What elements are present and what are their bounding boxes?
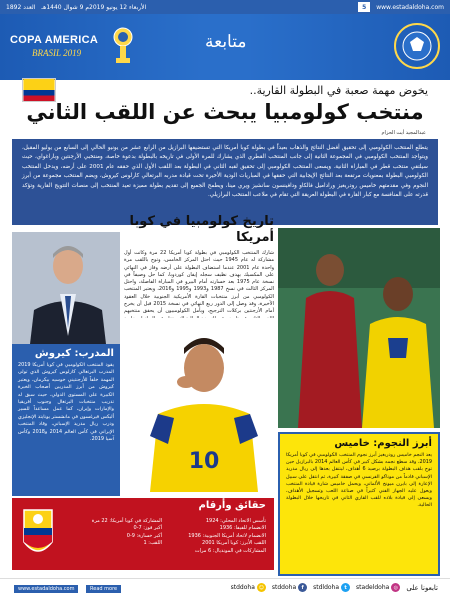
federation-crest-icon [20,506,56,562]
social-link-twitter[interactable] [313,583,350,592]
star-text: يعد النجم خاميس رودريغيز أبرز نجوم المنتخب الكولومبي في كوبا أمريكا 2019، وقد سطع نجمه بشكل كبير في كأس العالم 2014 بالبرازيل حين توج بلقب هداف البطولة برصيد 6 أهداف، ليتنقل بعدها إلى ريال مدريد الإسباني قادماً من موناكو الفرنسي في صفقة كبيرة، ثم انتقل على سبيل الإعارة إلى بايرن ميونخ الألماني، ويحمل خاميس شارة قيادة المنتخب ويعول عليه الجهاز الفني كثيراً في صناعة اللعب وتسجيل الأهداف، ويسعى إلى قيادة بلاده للقب القاري الثاني في تاريخها خلال البطولة الحالية. [286,452,432,509]
social-link-snapchat[interactable] [231,583,266,592]
article-headline: منتخب كولومبيا يبحث عن اللقب الثاني [26,100,424,124]
fact-item: المشاركات في المونديال: 6 مرات [194,547,266,554]
social-link-facebook[interactable] [272,583,307,592]
history-text: شارك المنتخب الكولومبي في بطولة كوبا أمريكا 22 مرة وكانت أول مشاركة له عام 1945 حيث احتل المركز الخامس، وتوج باللقب مرة واحدة عام 2001 عندما استضاف البطولة على أرضه وفاز في النهائي على المكسيك بهدف نظيف سجله إيفان كوردوبا، كما حل وصيفاً في نسخة عام 1975 بعد خسارته أمام البيرو في المباراة الفاصلة، واحتل المركز الثالث في نسخ 1987 و1993 و1995 و2016، ويعتبر المنتخب الكولومبي من أبرز منتخبات القارة الأمريكية الجنوبية خلال العقود الأخيرة، وقد وصل إلى الدور ربع النهائي في نسخة 2015 قبل أن يخرج أمام الأرجنتين بركلات الترجيح، ويأمل الكولومبيون أن يحقق منتخبهم [124,250,275,315]
svg-text:10: 10 [188,449,220,474]
james-illustration [120,318,278,492]
facebook-icon: f [298,583,307,592]
bottom-bar [0,578,450,600]
footer-website-link[interactable]: www.estadaldoha.com [14,585,78,593]
intro-paragraph: يتطلع المنتخب الكولومبي إلى تحقيق أفضل النتائج والذهاب بعيداً في بطولة كوبا أمريكا التي تستضيفها البرازيل من الرابع عشر من يونيو الحالي إلى السابع من يوليو المقبل، ويتواجد المنتخب الكولومبي في المجموعة الثانية إلى جانب المنتخب القطري الذي يشارك للمرة الأولى في تاريخه بالبطولة بدعوة خاصة، ومنتخبي الأرجنتين وباراغواي، حيث سيلتقي منتخب قطر في المباراة الثانية. ويسعى المنتخب الكولومبي إلى تحقيق لقبه الثاني في البطولة بعد اللقب الأول الذي حققه عام 2001 على أرضه، ويدخل المنتخب الكولومبي البطولة بمعنويات مرتفعة بعد النتائج الإيجابية التي حققها في المباريات الودية الأخيرة تحت قيادة مدربه البرتغالي كارلوس كيروش، ويضم المنتخب مجموعة من أبرز النجوم وفي مقدمتهم خاميس رودريغيز وراداميل فالكاو ودافينسون سانشيز ويري مينا، ويطمح الجميع إلى تقديم بطولة مميزة تعيد المنتخب إلى منصات التتويج القارية وتؤكد قدرته على المنافسة مع كبار القارة في البطولة العريقة التي تقام في ملاعب المنتخب البرازيلي. [12,139,438,225]
fact-item: الانضمام للفيفا: 1936 [219,525,266,532]
instagram-icon: ◎ [391,583,400,592]
football-emblem-icon [392,20,442,74]
article-author: عبدالمجيد أيت الحزام [381,130,426,136]
fact-item: أكبر فوز: 7-0 [133,525,162,532]
section-title: متابعة [205,32,247,52]
facts-section [12,498,274,570]
players-photo [278,228,440,428]
coach-text: يقود المنتخب الكولومبي في كوبا أمريكا 2019 المدرب البرتغالي كارلوس كيروش الذي تولى المهمة خلفاً للأرجنتيني خوسيه بيكرمان، ويعتبر كيروش من أبرز المدربين أصحاب الخبرة الكبيرة على المستوى الدولي، حيث سبق له تدريب منتخبات البرتغال وجنوب أفريقيا والإمارات وإيران، كما عمل مساعداً للسير أليكس فيرغسون في مانشستر يونايتد الإنجليزي ودرب ريال مدريد الإسباني، وقاد المنتخب الإيراني في كأس العالم 2014 و2018 وكأس آسيا 2019. [18,362,114,443]
fact-item: تأسس الاتحاد المحلي: 1924 [205,518,266,524]
social-handle: stddoha [230,584,255,591]
logo-subtitle: BRASIL 2019 [32,48,82,58]
facts-column-1 [176,518,266,555]
copa-america-logo [6,24,141,70]
social-handle: stdldoha [313,584,340,591]
logo-title: COPA AMERICA [10,34,99,46]
social-handle: stddoha [271,584,297,591]
issue-number: العدد 1892 [6,3,36,11]
facts-heading: حقائق وأرقام [198,500,266,511]
top-bar [0,0,450,14]
page-number: 5 [358,2,370,12]
trophy-icon [112,26,134,66]
social-handle: stadeldoha [356,584,390,591]
star-player-section [278,432,440,576]
snapchat-icon: ☺ [258,584,264,591]
fact-item: أكبر خسارة: 9-0 [126,532,162,539]
article-subtitle: يخوض مهمة صعبة في البطولة القارية.. [249,84,428,97]
fact-item: اللقب: 1 [143,540,162,547]
follow-label: تابعونا على [406,583,438,592]
social-link-instagram[interactable] [356,583,400,592]
history-heading: تاريخ كولومبيا في كوبا أمريكا [129,214,274,245]
colombia-flag-icon [22,78,56,102]
top-bar-left [6,4,146,11]
section-header [0,14,450,80]
facts-column-2 [82,518,162,548]
star-heading: أبرز النجوم: خاميس [334,438,432,449]
fact-item: الانضمام لاتحاد أمريكا الجنوبية: 1936 [188,532,266,539]
fact-item: اللقب الأبرز: كوبا أمريكا 2001 [202,540,266,547]
issue-date: الأربعاء 12 يونيو 2019م 9 شوال 1440هـ [41,3,147,11]
fact-item: المشاركة في كوبا أمريكا: 22 مرة [91,518,162,524]
read-more-link[interactable]: Read more [86,585,121,593]
james-photo [120,318,278,492]
website-link[interactable]: www.estadaldoha.com [376,3,444,11]
top-bar-right [358,2,444,12]
coach-heading: المدرب: كيروش [34,348,114,359]
players-illustration [278,228,440,428]
coach-section [12,344,120,496]
twitter-icon: t [341,583,350,592]
social-links [231,583,438,592]
